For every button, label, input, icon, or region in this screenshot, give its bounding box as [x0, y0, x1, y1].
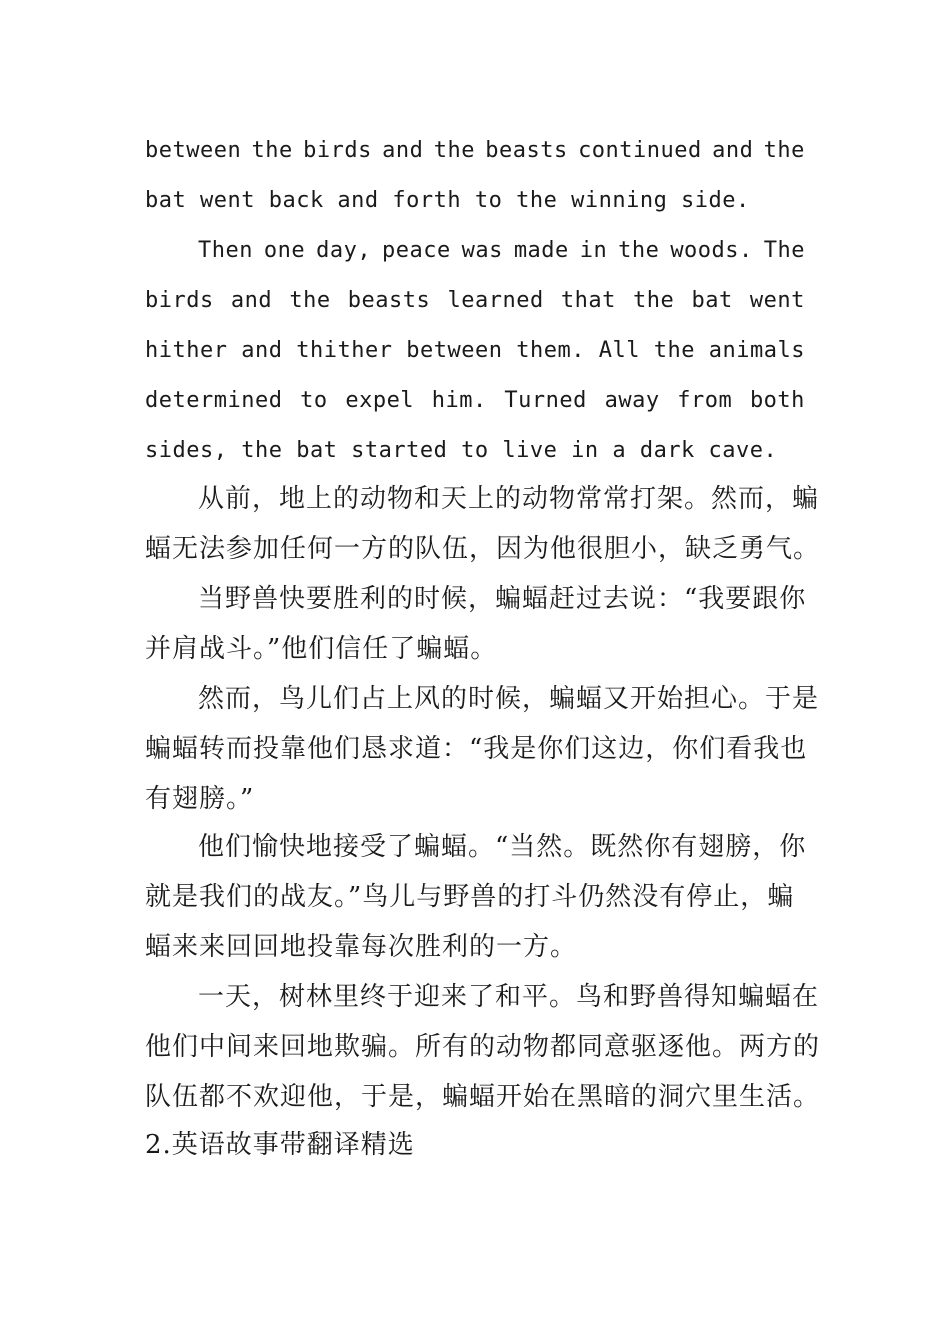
word: Turned — [504, 388, 587, 413]
word: him. — [431, 388, 487, 413]
word: the — [633, 288, 675, 313]
word: them. — [516, 338, 585, 363]
word: between — [406, 338, 503, 363]
word: between — [145, 138, 242, 163]
word: both — [749, 388, 805, 413]
en-p2-line1 — [198, 236, 805, 266]
zh-p5-line2: 他们中间来回地欺骗。所有的动物都同意驱逐他。两方的 — [145, 1032, 821, 1062]
word: birds — [145, 288, 214, 313]
word: beasts — [347, 288, 431, 313]
word: that — [560, 288, 616, 313]
en-p2-line2 — [145, 286, 805, 316]
word: the — [433, 138, 475, 163]
word: away — [604, 388, 660, 413]
word: the — [618, 238, 660, 263]
word: and — [230, 288, 273, 313]
word: birds — [303, 138, 372, 163]
word: animals — [708, 338, 805, 363]
word: the — [289, 288, 331, 313]
word: expel — [345, 388, 415, 413]
zh-p4-line1: 他们愉快地接受了蝙蝠。“当然。既然你有翅膀，你 — [198, 832, 807, 862]
word: the — [653, 338, 695, 363]
word: the — [251, 138, 293, 163]
word: determined — [145, 388, 283, 413]
word: the — [763, 138, 805, 163]
zh-p3-line1: 然而，鸟儿们占上风的时候，蝙蝠又开始担心。于是 — [198, 684, 820, 714]
word: and — [382, 138, 424, 163]
word: made — [513, 238, 569, 263]
word: learned — [447, 288, 544, 313]
word: one — [263, 238, 306, 263]
word: in — [579, 238, 608, 263]
zh-p3-line2: 蝙蝠转而投靠他们恳求道：“我是你们这边，你们看我也 — [145, 734, 808, 764]
word: woods. — [670, 238, 753, 263]
word: peace — [381, 238, 451, 263]
en-p2-line3 — [145, 336, 805, 366]
word: Then — [198, 238, 253, 263]
word: to — [300, 388, 328, 413]
word: continued — [578, 138, 702, 163]
word: All — [598, 338, 640, 363]
zh-p2-line1: 当野兽快要胜利的时候，蝙蝠赶过去说：“我要跟你 — [198, 584, 807, 614]
word: and — [712, 138, 754, 163]
word: thither — [296, 338, 393, 363]
en-p1-line2: bat went back and forth to the winning side. — [145, 188, 750, 213]
word: from — [677, 388, 733, 413]
zh-p5-line1: 一天，树林里终于迎来了和平。鸟和野兽得知蝙蝠在 — [198, 982, 820, 1012]
zh-p5-line3: 队伍都不欢迎他，于是，蝙蝠开始在黑暗的洞穴里生活。 — [145, 1082, 821, 1112]
zh-p4-line3: 蝠来来回回地投靠每次胜利的一方。 — [145, 932, 578, 962]
zh-p2-line2: 并肩战斗。”他们信任了蝙蝠。 — [145, 634, 498, 664]
zh-p4-line2: 就是我们的战友。”鸟儿与野兽的打斗仍然没有停止，蝙 — [145, 882, 795, 912]
en-p2-line5: sides, the bat started to live in a dark cave. — [145, 438, 778, 463]
zh-p1-line1: 从前，地上的动物和天上的动物常常打架。然而，蝙 — [198, 484, 820, 514]
en-p2-line4 — [145, 386, 805, 416]
en-p1-line1 — [145, 136, 805, 166]
section-heading: 2.英语故事带翻译精选 — [145, 1130, 415, 1160]
zh-p1-line2: 蝠无法参加任何一方的队伍，因为他很胆小，缺乏勇气。 — [145, 534, 821, 564]
word: The — [763, 238, 805, 263]
word: beasts — [485, 138, 568, 163]
word: went — [749, 288, 805, 313]
zh-p3-line3: 有翅膀。” — [145, 784, 255, 814]
word: day, — [316, 238, 372, 263]
word: and — [241, 338, 283, 363]
word: was — [461, 238, 503, 263]
word: hither — [145, 338, 228, 363]
word: bat — [691, 288, 733, 313]
